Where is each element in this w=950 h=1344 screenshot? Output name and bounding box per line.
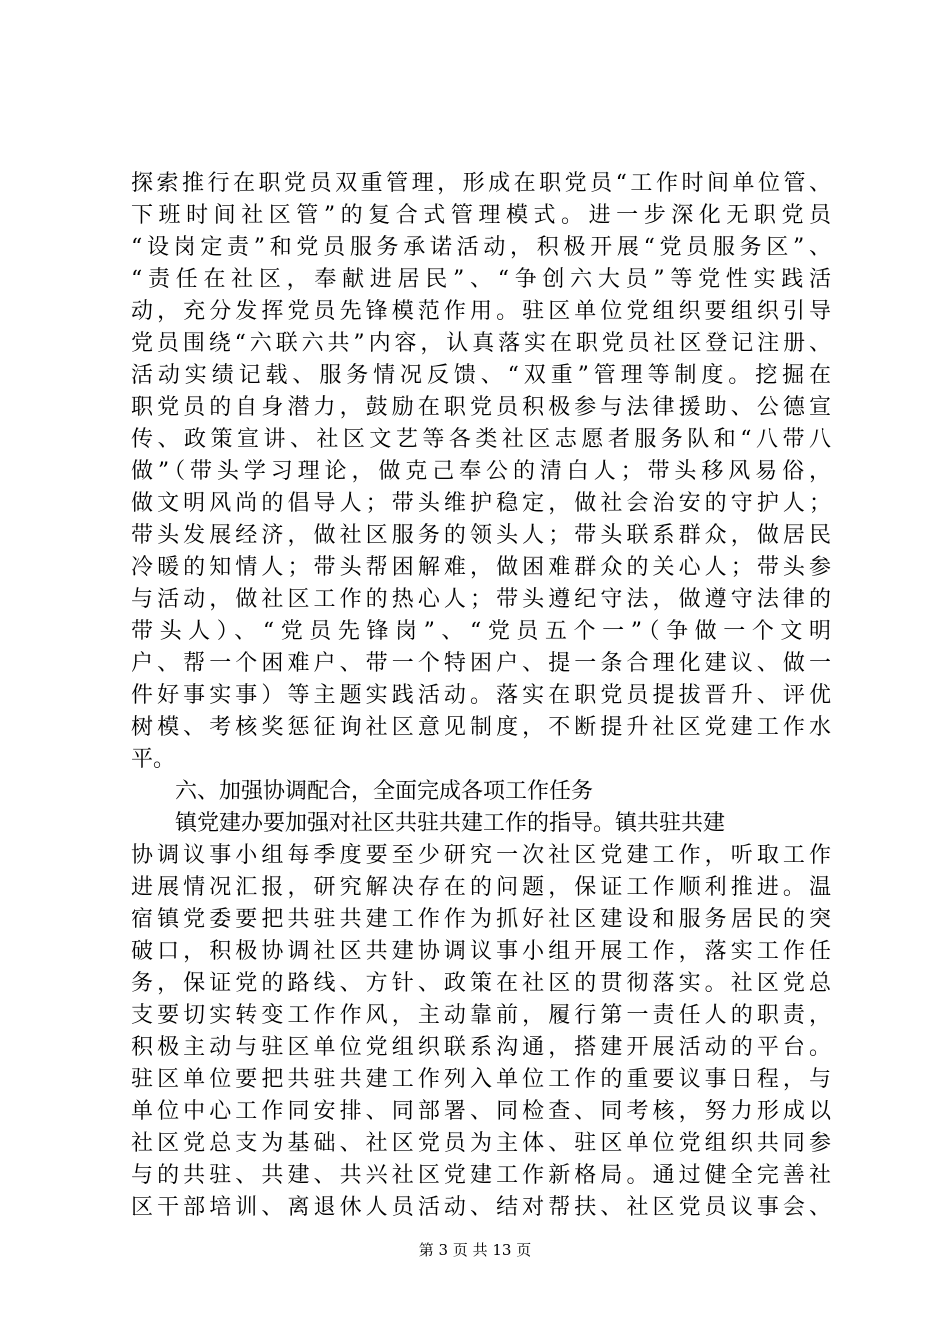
body-line-6: 党员围绕“六联六共”内容，认真落实在职党员社区登记注册、 (131, 331, 831, 356)
body-line-27: 支要切实转变工作作风，主动靠前，履行第一责任人的职责， (131, 1003, 831, 1028)
body-line-25: 破口，积极协调社区共建协调议事小组开展工作，落实工作任 (131, 939, 831, 964)
body-line-33: 区干部培训、离退休人员活动、结对帮扶、社区党员议事会、 (131, 1195, 831, 1220)
body-line-19: 平。 (131, 747, 176, 772)
body-line-16: 户、帮一个困难户、带一个特困户、提一条合理化建议、做一 (131, 651, 831, 676)
body-line-9: 传、政策宣讲、社区文艺等各类社区志愿者服务队和“八带八 (131, 427, 831, 452)
body-line-32: 与的共驻、共建、共兴社区党建工作新格局。通过健全完善社 (131, 1163, 831, 1188)
body-line-4: “责任在社区，奉献进居民”、“争创六大员”等党性实践活 (131, 267, 831, 292)
body-line-1: 探索推行在职党员双重管理，形成在职党员“工作时间单位管、 (131, 171, 831, 196)
body-line-5: 动，充分发挥党员先锋模范作用。驻区单位党组织要组织引导 (131, 299, 831, 324)
body-line-22: 协调议事小组每季度要至少研究一次社区党建工作，听取工作 (131, 843, 831, 868)
body-line-30: 单位中心工作同安排、同部署、同检查、同考核，努力形成以 (131, 1099, 831, 1124)
body-line-12: 带头发展经济，做社区服务的领头人；带头联系群众，做居民 (131, 523, 831, 548)
body-line-23: 进展情况汇报，研究解决存在的问题，保证工作顺利推进。温 (131, 875, 831, 900)
section-heading: 六、加强协调配合，全面完成各项工作任务 (175, 779, 594, 804)
body-line-2: 下班时间社区管”的复合式管理模式。进一步深化无职党员 (131, 203, 831, 228)
body-line-13: 冷暖的知情人；带头帮困解难，做困难群众的关心人；带头参 (131, 555, 831, 580)
document-body (131, 168, 831, 1224)
body-line-15: 带头人）、“党员先锋岗”、“党员五个一”（争做一个文明 (131, 619, 831, 644)
body-line-18: 树模、考核奖惩征询社区意见制度，不断提升社区党建工作水 (131, 715, 831, 740)
page-footer: 第 3 页 共 13 页 (418, 1241, 532, 1259)
body-line-11: 做文明风尚的倡导人；带头维护稳定，做社会治安的守护人； (131, 491, 831, 516)
body-line-3: “设岗定责”和党员服务承诺活动，积极开展“党员服务区”、 (131, 235, 831, 260)
body-line-24: 宿镇党委要把共驻共建工作作为抓好社区建设和服务居民的突 (131, 907, 831, 932)
body-line-21: 镇党建办要加强对社区共驻共建工作的指导。镇共驻共建 (175, 811, 726, 836)
body-line-7: 活动实绩记载、服务情况反馈、“双重”管理等制度。挖掘在 (131, 363, 831, 388)
body-line-17: 件好事实事）等主题实践活动。落实在职党员提拔晋升、评优 (131, 683, 831, 708)
body-line-29: 驻区单位要把共驻共建工作列入单位工作的重要议事日程，与 (131, 1067, 831, 1092)
body-line-28: 积极主动与驻区单位党组织联系沟通，搭建开展活动的平台。 (131, 1035, 831, 1060)
body-line-14: 与活动，做社区工作的热心人；带头遵纪守法，做遵守法律的 (131, 587, 831, 612)
body-line-31: 社区党总支为基础、社区党员为主体、驻区单位党组织共同参 (131, 1131, 831, 1156)
body-line-26: 务，保证党的路线、方针、政策在社区的贯彻落实。社区党总 (131, 971, 831, 996)
body-line-10: 做”（带头学习理论，做克己奉公的清白人；带头移风易俗， (131, 459, 831, 484)
body-line-8: 职党员的自身潜力，鼓励在职党员积极参与法律援助、公德宣 (131, 395, 831, 420)
